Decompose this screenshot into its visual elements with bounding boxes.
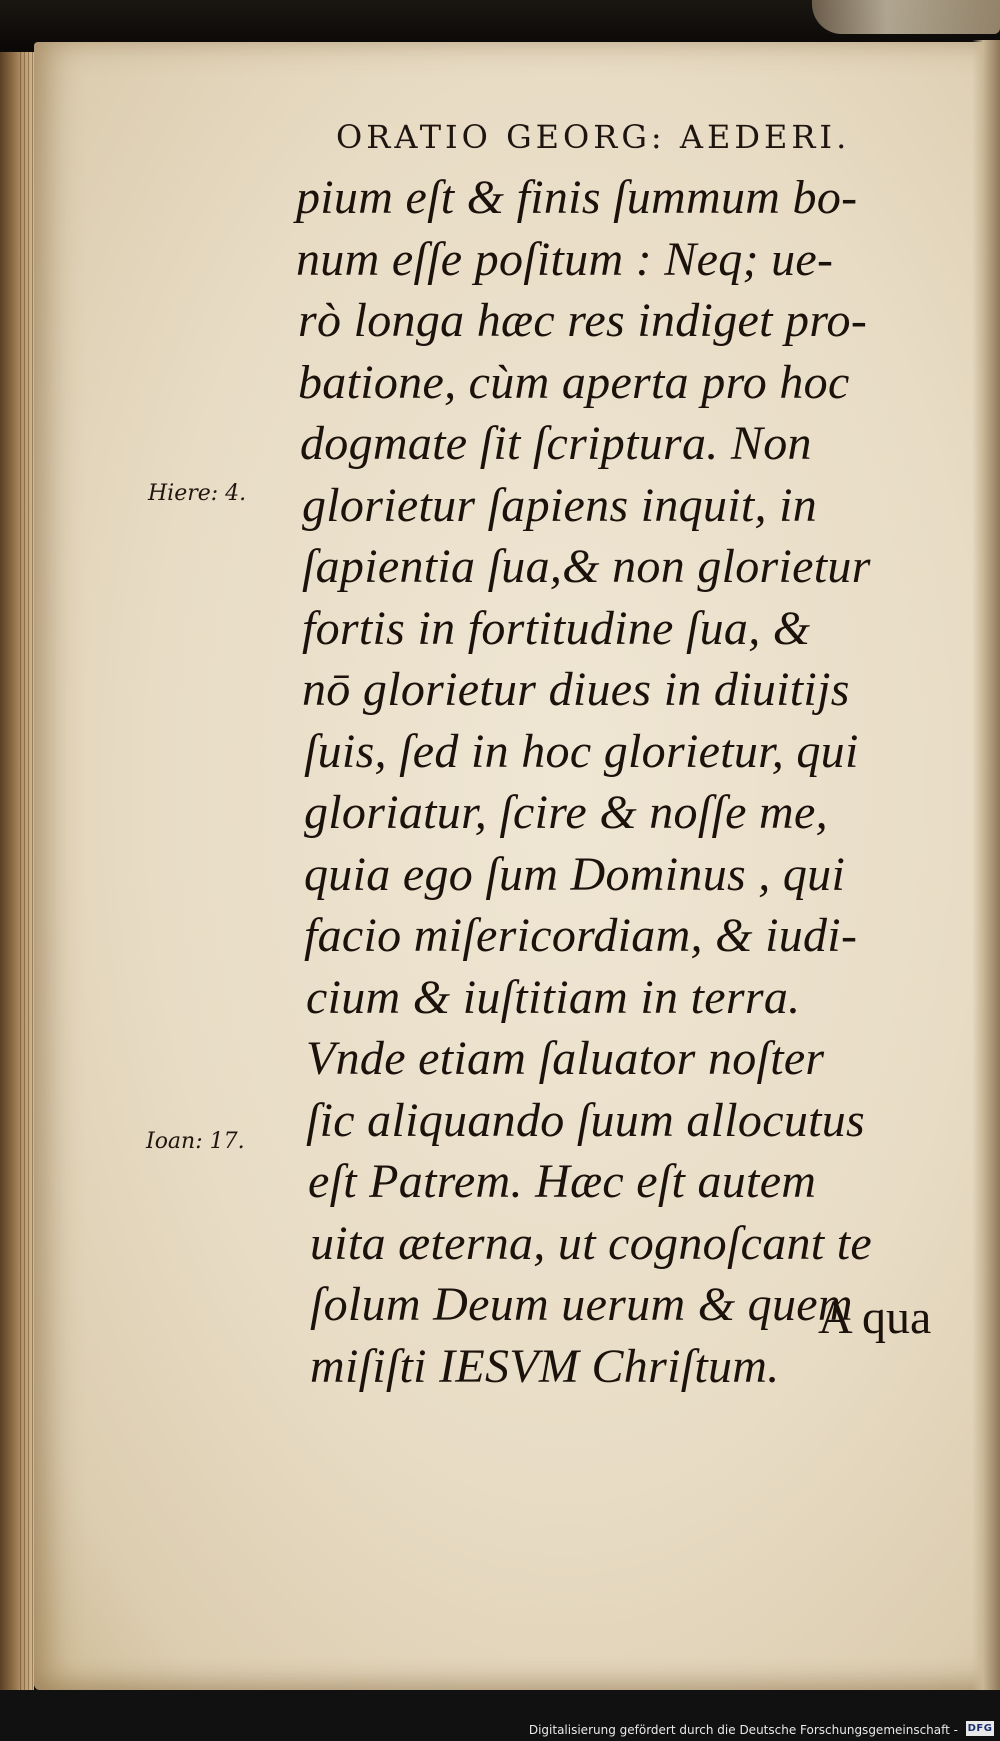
text-line: ſuis, ſed in hoc glorietur, qui	[304, 725, 859, 778]
text-line: dogmate ſit ſcriptura. Non	[300, 417, 812, 470]
text-line: ſolum Deum uerum & quem	[310, 1278, 853, 1331]
text-line: Vnde etiam ſaluator noſter	[306, 1032, 825, 1085]
right-page-edge	[972, 40, 1000, 1700]
adjacent-page-fragment	[812, 0, 1000, 34]
text-line: num eſſe poſitum : Neq; ue-	[296, 233, 834, 286]
text-line: facio miſericordiam, & iudi-	[304, 909, 858, 962]
text-line: batione, cùm aperta pro hoc	[298, 356, 850, 409]
digitization-credit: Digitalisierung gefördert durch die Deutsche Forschungsgemeinschaft -	[528, 1723, 958, 1737]
text-line: ſic aliquando ſuum allocutus	[306, 1094, 866, 1147]
marginal-note-hiere: Hiere: 4.	[148, 481, 247, 506]
text-line: gloriatur, ſcire & noſſe me,	[304, 786, 828, 839]
text-line: nō glorietur diues in diuitijs	[302, 663, 850, 716]
text-line: uita æterna, ut cognoſcant te	[310, 1217, 872, 1270]
text-line: pium eſt & finis ſummum bo-	[296, 171, 858, 224]
text-line: cium & iuſtitiam in terra.	[306, 971, 801, 1024]
text-line: quia ego ſum Dominus , qui	[304, 848, 846, 901]
catchword: A qua	[818, 1291, 932, 1344]
text-line: glorietur ſapiens inquit, in	[302, 479, 818, 532]
text-line: miſiſti IESVM Chriſtum.	[310, 1340, 780, 1393]
dfg-logo: DFG	[967, 1723, 993, 1734]
text-line: ſapientia ſua,& non glorietur	[302, 540, 871, 593]
text-line: eſt Patrem. Hæc eſt autem	[308, 1155, 817, 1208]
text-line: rò longa hæc res indiget pro-	[298, 294, 868, 347]
marginal-note-ioan: Ioan: 17.	[146, 1129, 245, 1154]
running-head: ORATIO GEORG: AEDERI.	[336, 118, 851, 156]
text-line: fortis in fortitudine ſua, &	[302, 602, 811, 655]
